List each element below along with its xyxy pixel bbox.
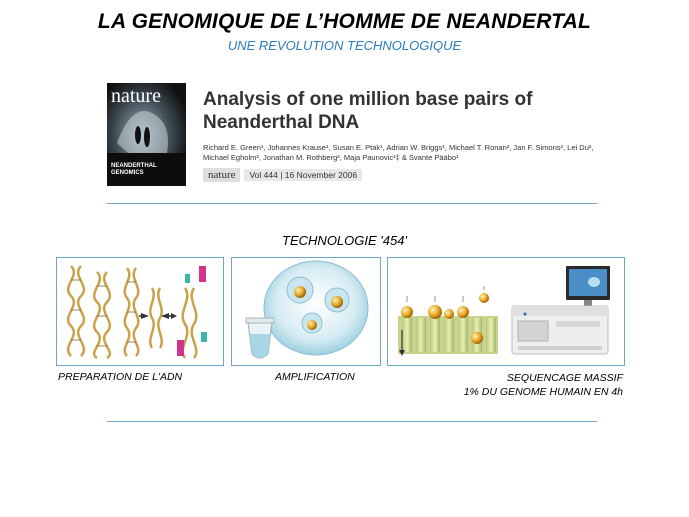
step-caption-sequencing — [387, 371, 623, 399]
divider-bottom — [107, 421, 597, 422]
cover-label-line2: GENOMICS — [111, 170, 144, 176]
cover-label-line1: NEANDERTHAL — [111, 163, 157, 169]
journal-name: nature — [203, 168, 240, 182]
sequencing-caption-line2: 1% DU GENOME HUMAIN EN 4h — [463, 386, 623, 398]
paper-title-line2: Neanderthal DNA — [203, 112, 360, 133]
technology-heading: TECHNOLOGIE '454' — [282, 233, 407, 248]
slide-title: LA GENOMIQUE DE L’HOMME DE NEANDERTAL — [97, 10, 592, 33]
step-caption-amplification: AMPLIFICATION — [275, 371, 355, 383]
emulsion-pcr-illustration — [232, 258, 380, 365]
dna-fragmentation-illustration — [57, 258, 223, 365]
sequencing-panel — [387, 257, 625, 366]
divider-top — [107, 203, 597, 204]
nature-cover-image — [107, 83, 186, 186]
slide-subtitle: UNE REVOLUTION TECHNOLOGIQUE — [227, 38, 462, 53]
journal-reference — [203, 168, 362, 182]
cover-label — [111, 163, 157, 177]
paper-authors: Richard E. Green¹, Johannes Krause¹, Susan E. Ptak¹, Adrian W. Briggs¹, Michael T. Ronan², Jan F. Simons², Lei Du², Michael Egholm², Jonathan M. Rothberg², Maja Paunovic¹‡ & Svante Pääbo¹ — [203, 143, 594, 162]
amplification-panel — [231, 257, 381, 366]
cover-masthead: nature — [111, 85, 161, 107]
sequencer-illustration — [388, 258, 624, 365]
sequencing-caption-line1: SEQUENCAGE MASSIF — [506, 372, 623, 384]
dna-preparation-panel — [56, 257, 224, 366]
paper-title-line1: Analysis of one million base pairs of — [203, 89, 533, 110]
step-caption-preparation: PREPARATION DE L'ADN — [58, 371, 183, 383]
paper-title — [203, 88, 623, 134]
journal-volume: Vol 444 | 16 November 2006 — [244, 169, 362, 181]
